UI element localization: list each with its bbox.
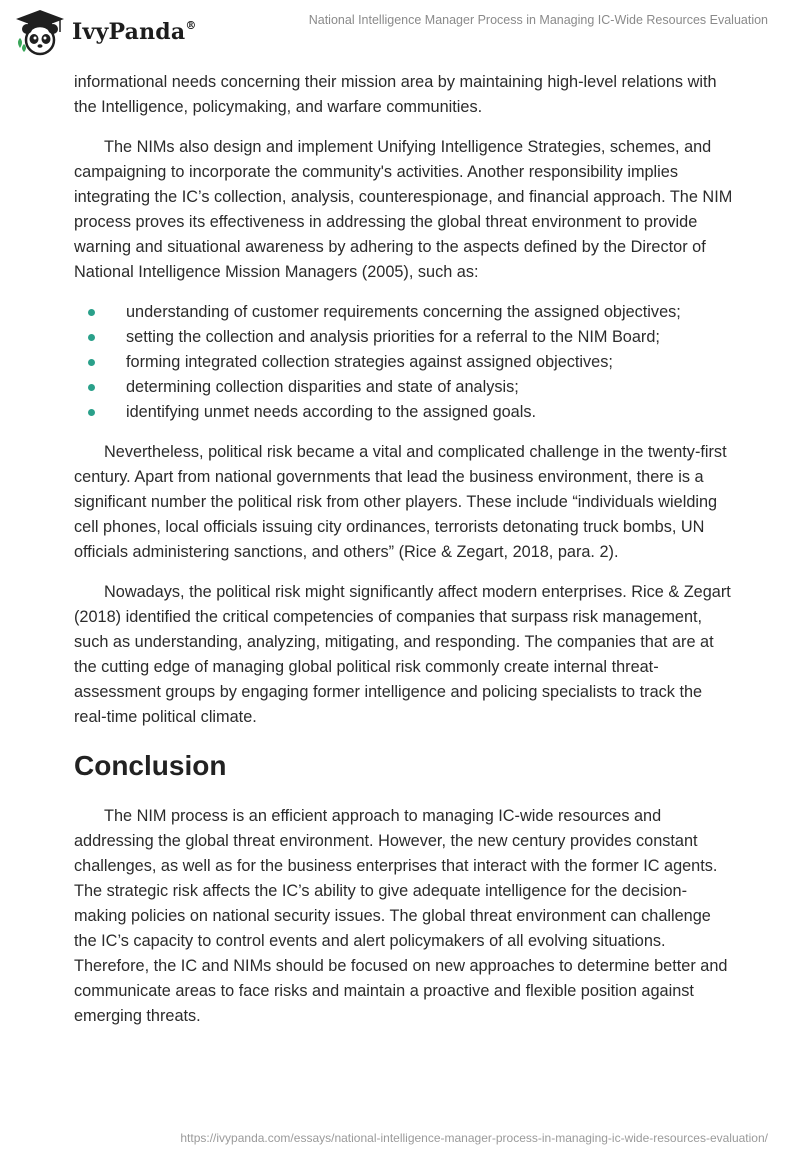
- brand-name: IvyPanda®: [72, 19, 197, 45]
- aspects-list: [74, 300, 734, 425]
- list-item: determining collection disparities and state of analysis;: [74, 375, 734, 400]
- paragraph-5: The NIM process is an efficient approach to managing IC-wide resources and addressing the global threat environment. However, the new century provides constant challenges, as well as for the business enterprises that interact with the former IC agents. The strategic risk affects the IC’s ability to give adequate intelligence for the decision-making policies on national security issues. The global threat environment can challenge the IC’s capacity to control events and alert policymakers of all evolving situations. Therefore, the IC and NIMs should be focused on new approaches to determine better and communicate areas to face risks and maintain a proactive and flexible position against emerging threats.: [74, 807, 728, 1025]
- bullet-icon: [88, 359, 95, 366]
- essay-body: [74, 70, 734, 1029]
- list-item: forming integrated collection strategies against assigned objectives;: [74, 350, 734, 375]
- bullet-icon: [88, 384, 95, 391]
- list-item: identifying unmet needs according to the assigned goals.: [74, 400, 734, 425]
- conclusion-heading: Conclusion: [74, 750, 227, 781]
- panda-graduate-icon: [14, 8, 66, 56]
- paragraph-4: Nowadays, the political risk might significantly affect modern enterprises. Rice & Zegart (2018) identified the critical competencies of companies that surpass risk management, such as understanding, analyzing, mitigating, and responding. The companies that are at the cutting edge of managing global political risk commonly create internal threat-assessment groups by engaging former intelligence and policing specialists to track the real-time political climate.: [74, 583, 731, 726]
- source-url[interactable]: https://ivypanda.com/essays/national-intelligence-manager-process-in-managing-ic-wide-resources-evaluation/: [180, 1131, 768, 1145]
- page-header: [0, 0, 800, 70]
- list-item: understanding of customer requirements concerning the assigned objectives;: [74, 300, 734, 325]
- paragraph-3: Nevertheless, political risk became a vital and complicated challenge in the twenty-first century. Apart from national governments that lead the business environment, there is a significant number the political risk from other players. These include “individuals wielding cell phones, local officials issuing city ordinances, terrorists detonating truck bombs, UN officials administering sanctions, and others” (Rice & Zegart, 2018, para. 2).: [74, 443, 727, 561]
- ivypanda-logo[interactable]: [14, 8, 197, 56]
- document-title: National Intelligence Manager Process in Managing IC-Wide Resources Evaluation: [308, 13, 768, 27]
- bullet-icon: [88, 334, 95, 341]
- bullet-icon: [88, 309, 95, 316]
- bullet-icon: [88, 409, 95, 416]
- paragraph-1: informational needs concerning their mission area by maintaining high-level relations with the Intelligence, policymaking, and warfare communities.: [74, 73, 717, 116]
- paragraph-2: The NIMs also design and implement Unifying Intelligence Strategies, schemes, and campaigning to incorporate the community's activities. Another responsibility implies integrating the IC’s collection, analysis, counterespionage, and financial approach. The NIM process proves its effectiveness in addressing the global threat environment to provide warning and situational awareness by adhering to the aspects defined by the Director of National Intelligence Mission Managers (2005), such as:: [74, 138, 733, 281]
- list-item: setting the collection and analysis priorities for a referral to the NIM Board;: [74, 325, 734, 350]
